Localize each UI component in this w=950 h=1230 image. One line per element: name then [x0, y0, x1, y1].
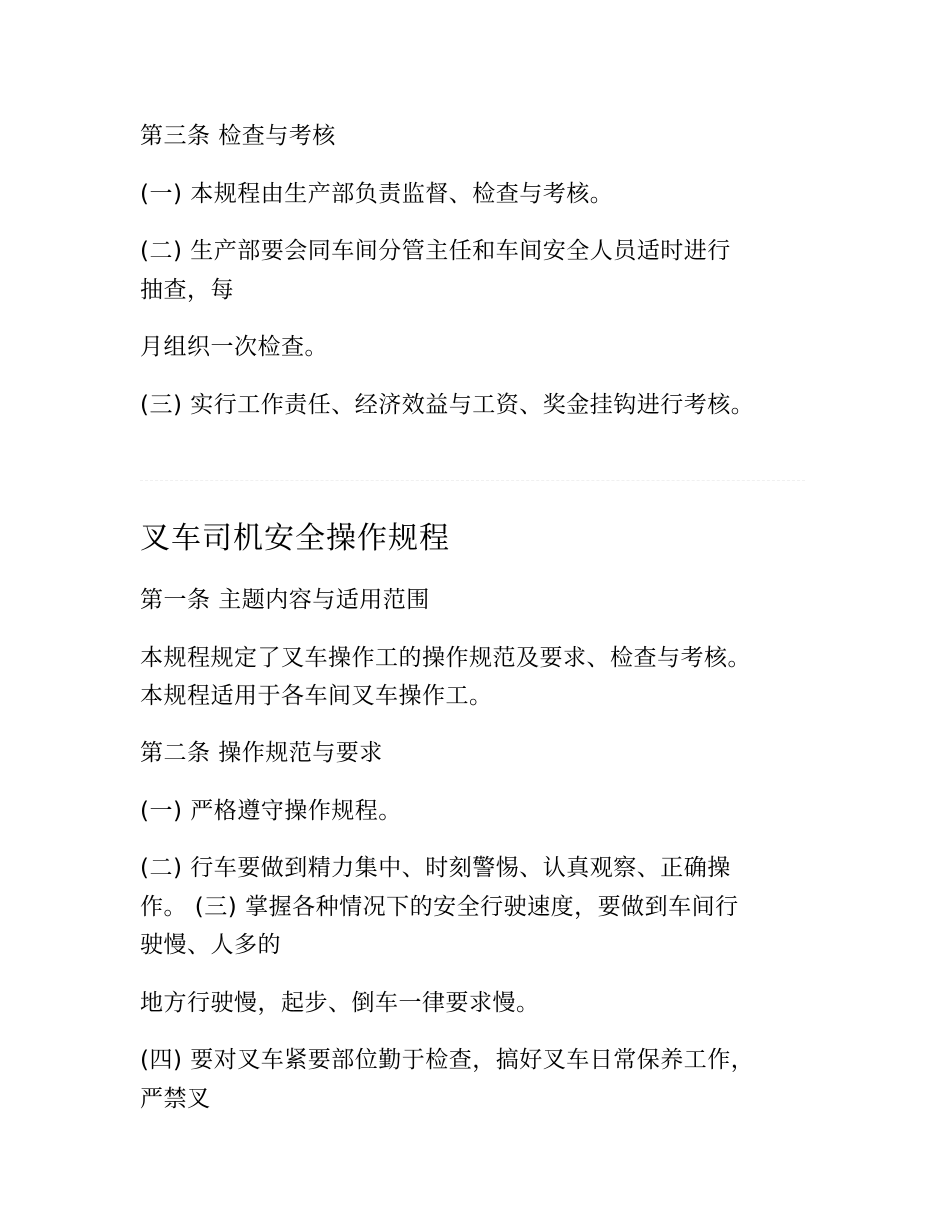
rule-item-2-line-2: 作。 (三) 掌握各种情况下的安全行驶速度，要做到车间行 — [140, 894, 739, 920]
article-1-line-1: 本规程规定了叉车操作工的操作规范及要求、检查与考核。 — [140, 645, 751, 671]
paragraph-item-2-line-1: (二) 生产部要会同车间分管主任和车间安全人员适时进行 — [140, 238, 731, 264]
paragraph-item-2-line-2: 抽查，每 — [140, 277, 234, 303]
article-1-heading: 第一条 主题内容与适用范围 — [140, 587, 430, 613]
rule-item-4-line-1: (四) 要对叉车紧要部位勤于检查，搞好叉车日常保养工作， — [140, 1047, 755, 1073]
rule-item-2-line-1: (二) 行车要做到精力集中、时刻警惕、认真观察、正确操 — [140, 855, 731, 881]
rule-item-4-line-2: 严禁叉 — [140, 1086, 211, 1112]
article-1-line-2: 本规程适用于各车间叉车操作工。 — [140, 683, 493, 709]
paragraph-item-3: (三) 实行工作责任、经济效益与工资、奖金挂钩进行考核。 — [140, 392, 755, 418]
article-2-heading: 第二条 操作规范与要求 — [140, 740, 383, 766]
document-title: 叉车司机安全操作规程 — [140, 521, 450, 556]
rule-item-1: (一) 严格遵守操作规程。 — [140, 798, 402, 824]
rule-item-3-line: 地方行驶慢，起步、倒车一律要求慢。 — [140, 990, 540, 1016]
paragraph-item-2-line-3: 月组织一次检查。 — [140, 334, 328, 360]
rule-item-2-line-3: 驶慢、人多的 — [140, 932, 281, 958]
section-divider — [140, 480, 805, 481]
paragraph-item-1: (一) 本规程由生产部负责监督、检查与考核。 — [140, 181, 614, 207]
article-3-heading: 第三条 检查与考核 — [140, 123, 336, 149]
